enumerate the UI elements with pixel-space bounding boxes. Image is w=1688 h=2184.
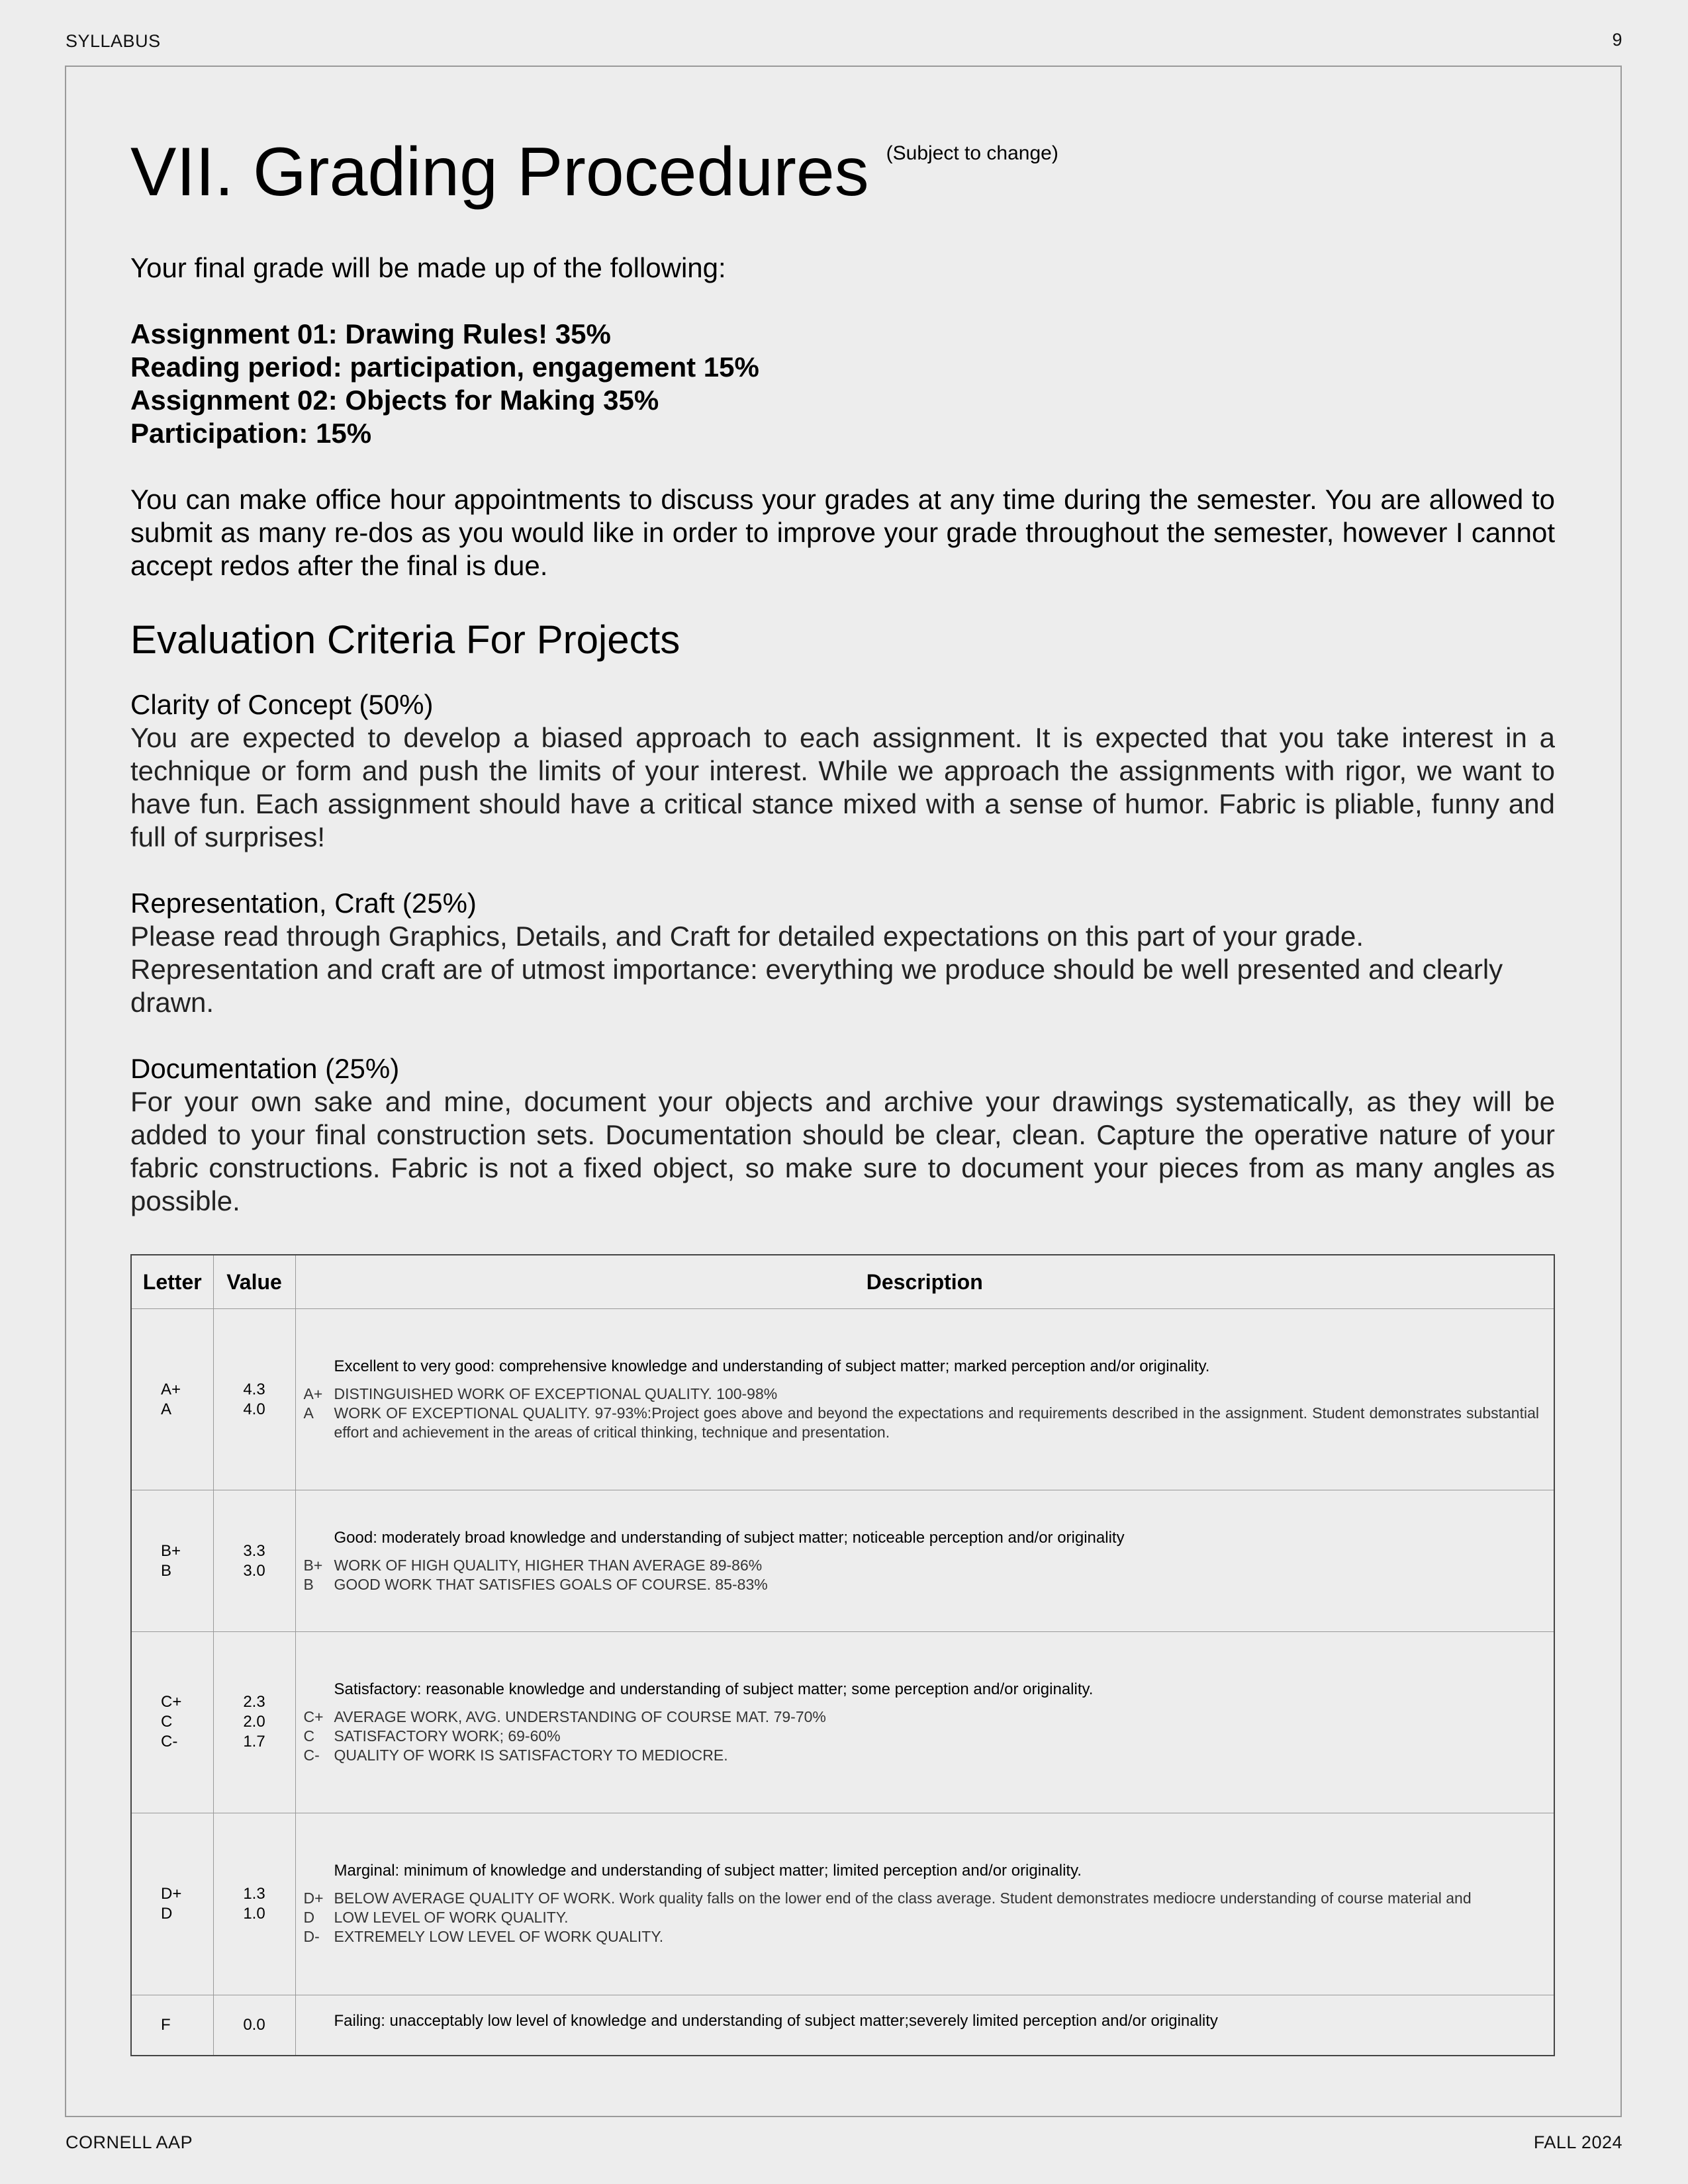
grade-description-item bbox=[304, 1707, 1540, 1727]
grade-description-cell bbox=[295, 1813, 1554, 1995]
intro-text: Your final grade will be made up of the following: bbox=[130, 252, 726, 283]
grade-description-item bbox=[304, 1404, 1540, 1442]
grade-value: 1.0 bbox=[243, 1904, 265, 1923]
grade-item-text: LOW LEVEL OF WORK QUALITY. bbox=[334, 1909, 569, 1927]
grade-item-key: D bbox=[303, 1909, 315, 1927]
breakdown-item: Reading period: participation, engagement 15% bbox=[130, 351, 759, 383]
grade-item-text: WORK OF HIGH QUALITY, HIGHER THAN AVERAGE 89-86% bbox=[334, 1556, 763, 1574]
criterion-documentation bbox=[130, 1052, 1555, 1218]
grade-letter: A+ bbox=[161, 1380, 181, 1398]
grade-item-key: C- bbox=[303, 1746, 320, 1764]
grade-description-item bbox=[304, 1746, 1540, 1765]
criterion-representation bbox=[130, 887, 1555, 1019]
grade-value: 2.3 bbox=[243, 1693, 265, 1711]
column-header-description: Description bbox=[295, 1255, 1554, 1309]
grade-value-cell bbox=[213, 1813, 295, 1995]
column-header-letter: Letter bbox=[131, 1255, 213, 1309]
grade-letter-cell bbox=[131, 1309, 213, 1490]
footer-term: FALL 2024 bbox=[1533, 2132, 1622, 2152]
grade-description-cell bbox=[295, 1631, 1554, 1813]
criterion-title: Clarity of Concept (50%) bbox=[130, 689, 434, 720]
column-header-value: Value bbox=[213, 1255, 295, 1309]
grade-letter: F bbox=[161, 2015, 171, 2034]
grade-item-key: A+ bbox=[303, 1385, 323, 1403]
page-title bbox=[130, 126, 1555, 218]
criterion-body: You are expected to develop a biased approach to each assignment. It is expected that you take interest in a technique or form and push the limits of your interest. While we approach the assignments with rigor, we want to have fun. Each assignment should have a critical stance mixed with a sense of humor. Fabric is pliable, funny and full of surprises! bbox=[130, 722, 1555, 852]
header-section-label: SYLLABUS bbox=[66, 31, 161, 51]
grade-letter: A bbox=[161, 1400, 172, 1418]
grade-item-key: C bbox=[303, 1727, 315, 1745]
grade-letter: D bbox=[161, 1904, 173, 1923]
grade-value: 4.0 bbox=[243, 1400, 265, 1418]
grade-description-item bbox=[304, 1927, 1540, 1946]
grade-value-cell bbox=[213, 1995, 295, 2056]
grade-item-text: EXTREMELY LOW LEVEL OF WORK QUALITY. bbox=[334, 1928, 664, 1946]
grade-item-key: A bbox=[303, 1404, 314, 1422]
page-number: 9 bbox=[1612, 30, 1622, 50]
criterion-title: Documentation (25%) bbox=[130, 1053, 400, 1084]
grade-item-key: D+ bbox=[303, 1889, 324, 1907]
grade-description-cell bbox=[295, 1995, 1554, 2056]
grade-item-text: WORK OF EXCEPTIONAL QUALITY. 97-93%:Project goes above and beyond the expectations and requirements described in the assignment. Student demonstrates substantial effort and achievement in the areas of critical thinking, technique and presentation. bbox=[334, 1404, 1539, 1441]
grade-item-text: QUALITY OF WORK IS SATISFACTORY TO MEDIOCRE. bbox=[334, 1746, 728, 1764]
grade-letter: B bbox=[161, 1561, 172, 1580]
grade-value: 2.0 bbox=[243, 1713, 265, 1731]
grade-value: 0.0 bbox=[243, 2015, 265, 2034]
grade-letter: B+ bbox=[161, 1541, 181, 1560]
criterion-clarity bbox=[130, 688, 1555, 854]
table-row bbox=[131, 1631, 1554, 1813]
grade-value-cell bbox=[213, 1490, 295, 1631]
footer-institution: CORNELL AAP bbox=[66, 2132, 193, 2152]
grade-item-key: D- bbox=[303, 1928, 320, 1946]
grade-item-text: DISTINGUISHED WORK OF EXCEPTIONAL QUALITY. 100-98% bbox=[334, 1385, 778, 1403]
grade-letter-cell bbox=[131, 1813, 213, 1995]
grade-item-text: AVERAGE WORK, AVG. UNDERSTANDING OF COURSE MAT. 79-70% bbox=[334, 1707, 826, 1725]
grade-letter: D+ bbox=[161, 1884, 182, 1903]
grade-description-lead: Failing: unacceptably low level of knowledge and understanding of subject matter;severely limited perception and/or originality bbox=[334, 2011, 1218, 2030]
grade-item-key: C+ bbox=[303, 1707, 324, 1725]
grade-item-text: SATISFACTORY WORK; 69-60% bbox=[334, 1727, 561, 1745]
grade-value-cell bbox=[213, 1309, 295, 1490]
grade-value: 3.3 bbox=[243, 1541, 265, 1560]
grade-description-item bbox=[304, 1385, 1540, 1404]
grade-value: 3.0 bbox=[243, 1561, 265, 1580]
grading-table bbox=[130, 1254, 1555, 2056]
grade-value: 4.3 bbox=[243, 1380, 265, 1398]
grade-breakdown bbox=[130, 318, 1555, 450]
criterion-body: For your own sake and mine, document your objects and archive your drawings systematically, as they will be added to your final construction sets. Documentation should be clear, clean. Capture the operative nature of your fabric constructions. Fabric is not a fixed object, so make sure to document your pieces from as many angles as possible. bbox=[130, 1086, 1555, 1216]
grade-value-cell bbox=[213, 1631, 295, 1813]
table-row bbox=[131, 1309, 1554, 1490]
grade-description-item bbox=[304, 1575, 1540, 1594]
grade-item-key: B+ bbox=[303, 1556, 323, 1574]
grade-value: 1.3 bbox=[243, 1884, 265, 1903]
grade-item-text: GOOD WORK THAT SATISFIES GOALS OF COURSE. 85-83% bbox=[334, 1575, 768, 1593]
table-row bbox=[131, 1995, 1554, 2056]
table-row bbox=[131, 1813, 1554, 1995]
grade-description-cell bbox=[295, 1490, 1554, 1631]
grade-letter-cell bbox=[131, 1490, 213, 1631]
grade-description-lead: Satisfactory: reasonable knowledge and understanding of subject matter; some perception and/or originality. bbox=[334, 1680, 1094, 1698]
breakdown-item: Assignment 02: Objects for Making 35% bbox=[130, 385, 659, 416]
office-hours-paragraph: You can make office hour appointments to discuss your grades at any time during the semester. You are allowed to submit as many re-dos as you would like in order to improve your grade throughout the semester, however I cannot accept redos after the final is due. bbox=[130, 484, 1555, 581]
grade-item-text: BELOW AVERAGE QUALITY OF WORK. Work quality falls on the lower end of the class average. Student demonstrates mediocre understanding of course material and bbox=[334, 1889, 1472, 1907]
grade-description-item bbox=[304, 1908, 1540, 1927]
page-title-text: VII. Grading Procedures bbox=[130, 134, 869, 210]
grade-item-key: B bbox=[303, 1575, 314, 1593]
breakdown-item: Assignment 01: Drawing Rules! 35% bbox=[130, 318, 611, 349]
grade-letter: C- bbox=[161, 1733, 178, 1751]
grade-letter: C+ bbox=[161, 1693, 182, 1711]
grade-letter: C bbox=[161, 1713, 173, 1731]
grade-letter-cell bbox=[131, 1995, 213, 2056]
grade-description-lead: Excellent to very good: comprehensive knowledge and understanding of subject matter; marked perception and/or originality. bbox=[334, 1357, 1210, 1376]
grade-description-item bbox=[304, 1727, 1540, 1746]
grade-description-cell bbox=[295, 1309, 1554, 1490]
table-row bbox=[131, 1490, 1554, 1631]
grade-description-item bbox=[304, 1556, 1540, 1575]
breakdown-item: Participation: 15% bbox=[130, 418, 372, 449]
grade-description-lead: Marginal: minimum of knowledge and understanding of subject matter; limited perception and/or originality. bbox=[334, 1862, 1082, 1880]
criterion-title: Representation, Craft (25%) bbox=[130, 887, 477, 919]
grade-description-item bbox=[304, 1889, 1540, 1908]
grade-description-lead: Good: moderately broad knowledge and understanding of subject matter; noticeable perception and/or originality bbox=[334, 1528, 1125, 1547]
main-content bbox=[130, 126, 1555, 1218]
grade-letter-cell bbox=[131, 1631, 213, 1813]
table-header-row bbox=[131, 1255, 1554, 1309]
grade-value: 1.7 bbox=[243, 1733, 265, 1751]
criterion-body: Please read through Graphics, Details, and Craft for detailed expectations on this part of your grade. Representation and craft are of utmost importance: everything we produce should be well presented and clearly drawn. bbox=[130, 921, 1503, 1018]
title-note: (Subject to change) bbox=[886, 142, 1058, 164]
evaluation-heading: Evaluation Criteria For Projects bbox=[130, 617, 680, 662]
